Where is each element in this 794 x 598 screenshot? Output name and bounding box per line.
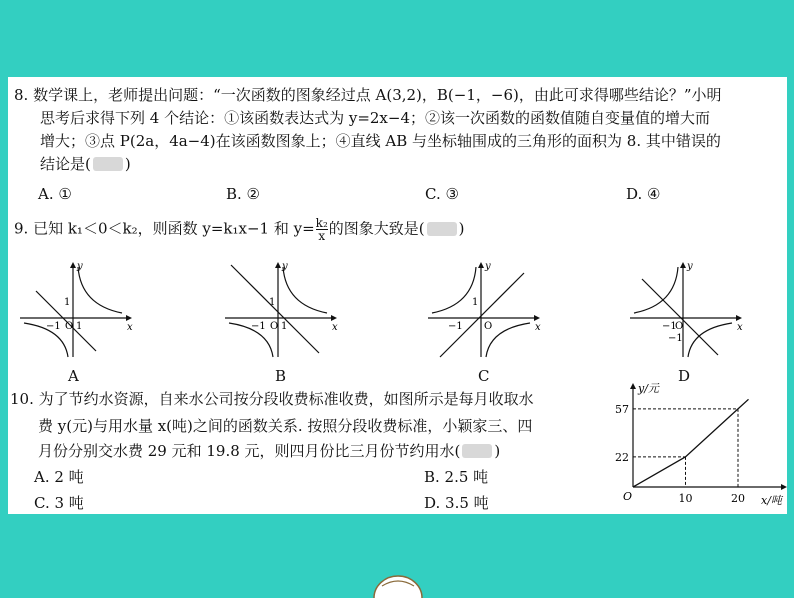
tick-minus-1: −1 — [668, 333, 683, 344]
y-axis-label: y — [485, 261, 491, 272]
x-axis-label: x — [535, 322, 541, 333]
tick-1: 1 — [472, 297, 479, 308]
q10-line3: 月份分别交水费 29 元和 19.8 元，则四月份比三月份节约用水( ) — [38, 442, 501, 460]
graph-b[interactable] — [223, 257, 343, 362]
answer-blank[interactable] — [427, 222, 457, 236]
origin-label: O — [270, 321, 279, 332]
graph-a-label: A — [68, 367, 79, 385]
q10-option-c[interactable]: C. 3 吨 — [34, 494, 84, 512]
q10-option-a[interactable]: A. 2 吨 — [34, 468, 84, 486]
graph-c[interactable] — [426, 257, 546, 362]
x-axis-label: x — [737, 322, 743, 333]
y-axis-label: y — [282, 261, 288, 272]
y-axis-label: y — [687, 261, 693, 272]
x-axis-arrow — [781, 484, 787, 490]
q8-line3: 增大；③点 P(2a，4a−4)在该函数图象上；④直线 AB 与坐标轴围成的三角形的面积为 8. 其中错误的 — [40, 132, 721, 150]
answer-blank[interactable] — [93, 157, 123, 171]
tick-1: 1 — [64, 297, 71, 308]
chart-origin: O — [623, 490, 633, 503]
x-axis-label: x — [332, 322, 338, 333]
water-fee-chart — [611, 382, 791, 512]
fee-series-line — [633, 399, 749, 487]
chart-xlabel: x/吨 — [761, 494, 782, 507]
tick-minus-1: −1 — [251, 321, 266, 332]
fraction-k2-over-x: $\frac{\text{k₂}}{x}$ — [315, 216, 328, 243]
q8-line4: 结论是( ) — [40, 155, 131, 173]
q8-option-b[interactable]: B. ② — [226, 185, 261, 203]
graph-c-label: C — [478, 367, 490, 385]
answer-blank[interactable] — [462, 444, 492, 458]
x-tick-20: 20 — [731, 492, 745, 505]
graph-d[interactable] — [628, 257, 748, 362]
origin-label: O — [675, 321, 684, 332]
q8-line2: 思考后求得下列 4 个结论：①该函数表达式为 y=2x−4；②该一次函数的函数值随自变量值的增大而 — [40, 109, 711, 127]
chart-ylabel: y/元 — [638, 382, 659, 395]
q8-option-a[interactable]: A. ① — [38, 185, 72, 203]
tick-minus-1: −1 — [46, 321, 61, 332]
origin-label: O — [65, 321, 74, 332]
tick-minus-1: −1 — [448, 321, 463, 332]
x-tick-10: 10 — [678, 492, 693, 505]
q8-option-c[interactable]: C. ③ — [425, 185, 459, 203]
q8-line1: 8. 数学课上，老师提出问题：“一次函数的图象经过点 A(3,2)，B(−1，−6)，由此可求得哪些结论？”小明 — [14, 86, 722, 104]
q10-option-b[interactable]: B. 2.5 吨 — [424, 468, 489, 486]
y-axis-label: y — [77, 261, 83, 272]
q9-stem: 9. 已知 k₁＜0＜k₂，则函数 y=k₁x−1 和 y= $\frac{\text{k₂}}{x}$ 的图象大致是( ) — [14, 216, 465, 243]
x-axis-label: x — [127, 322, 133, 333]
q10-option-d[interactable]: D. 3.5 吨 — [424, 494, 489, 512]
origin-label: O — [484, 321, 493, 332]
tick-1: 1 — [281, 321, 288, 332]
y-tick-22: 22 — [615, 450, 629, 464]
graph-b-label: B — [275, 367, 287, 385]
graph-d-label: D — [678, 367, 691, 385]
q8-option-d[interactable]: D. ④ — [626, 185, 661, 203]
tick-1: 1 — [269, 297, 276, 308]
decorative-shell-icon — [368, 568, 428, 598]
q10-line2: 费 y(元)与用水量 x(吨)之间的函数关系. 按照分段收费标准，小颖家三、四 — [38, 417, 533, 435]
graph-a[interactable] — [18, 257, 138, 362]
q10-line1: 10. 为了节约水资源，自来水公司按分段收费标准收费，如图所示是每月收取水 — [10, 390, 534, 408]
tick-1: 1 — [76, 321, 83, 332]
question-sheet — [8, 77, 787, 514]
y-axis-arrow — [630, 383, 636, 389]
tick-minus-1: −1 — [662, 321, 677, 332]
y-tick-57: 57 — [615, 402, 629, 416]
